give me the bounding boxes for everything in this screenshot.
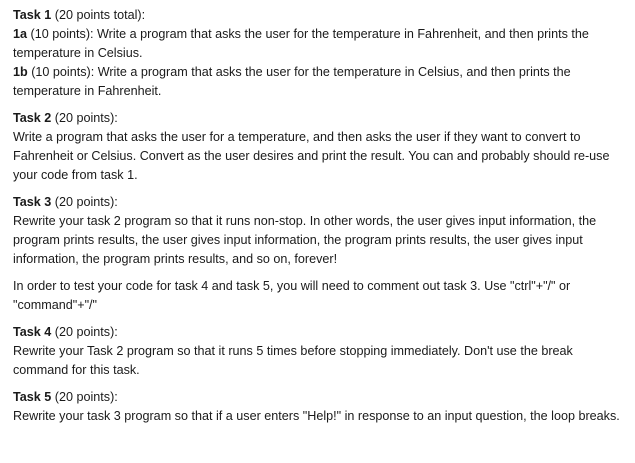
task-2-body: Write a program that asks the user for a temperature, and then asks the user if they want to convert to Fahrenheit or Celsius. Convert as the user desires and print the result. You can and probably should re-use your code from task 1. [13, 130, 610, 182]
task-1-heading [13, 6, 625, 25]
spacer [13, 315, 625, 323]
task-1a-label: 1a [13, 27, 28, 41]
task-2-title: Task 2 [13, 111, 52, 125]
task-3-body: Rewrite your task 2 program so that it runs non-stop. In other words, the user gives input information, the program prints results, the user gives input information, the program prints results, the user gives input information, the program prints results, and so on, forever! [13, 214, 597, 266]
task-1b-text: (10 points): Write a program that asks the user for the temperature in Celsius, and then prints the temperature in Fahrenheit. [13, 65, 571, 98]
note-section [13, 277, 625, 315]
task-4-heading [13, 323, 625, 342]
task-5-body: Rewrite your task 3 program so that if a user enters "Help!" in response to an input question, the loop breaks. [13, 409, 620, 423]
spacer [13, 101, 625, 109]
task-4-body: Rewrite your Task 2 program so that it runs 5 times before stopping immediately. Don't use the break command for this task. [13, 344, 573, 377]
spacer [13, 185, 625, 193]
task-1a-paragraph [13, 25, 625, 63]
task-4-section [13, 323, 625, 380]
spacer [13, 380, 625, 388]
task-1-section [13, 6, 625, 101]
note-body: In order to test your code for task 4 and task 5, you will need to comment out task 3. Use "ctrl"+"/" or "command"+"/" [13, 279, 571, 312]
task-3-heading [13, 193, 625, 212]
task-4-title: Task 4 [13, 325, 52, 339]
task-1b-label: 1b [13, 65, 28, 79]
task-5-section [13, 388, 625, 426]
task-5-title: Task 5 [13, 390, 52, 404]
task-2-section [13, 109, 625, 185]
spacer [13, 269, 625, 277]
task-1b-paragraph [13, 63, 625, 101]
task-2-heading [13, 109, 625, 128]
task-1-title: Task 1 [13, 8, 52, 22]
task-1-points: (20 points total): [51, 8, 146, 22]
task-2-points: (20 points): [51, 111, 118, 125]
task-1a-text: (10 points): Write a program that asks the user for the temperature in Fahrenheit, and then prints the temperature in Celsius. [13, 27, 589, 60]
task-5-points: (20 points): [51, 390, 118, 404]
task-3-title: Task 3 [13, 195, 52, 209]
task-3-section [13, 193, 625, 269]
task-4-points: (20 points): [51, 325, 118, 339]
task-3-points: (20 points): [51, 195, 118, 209]
task-5-heading [13, 388, 625, 407]
